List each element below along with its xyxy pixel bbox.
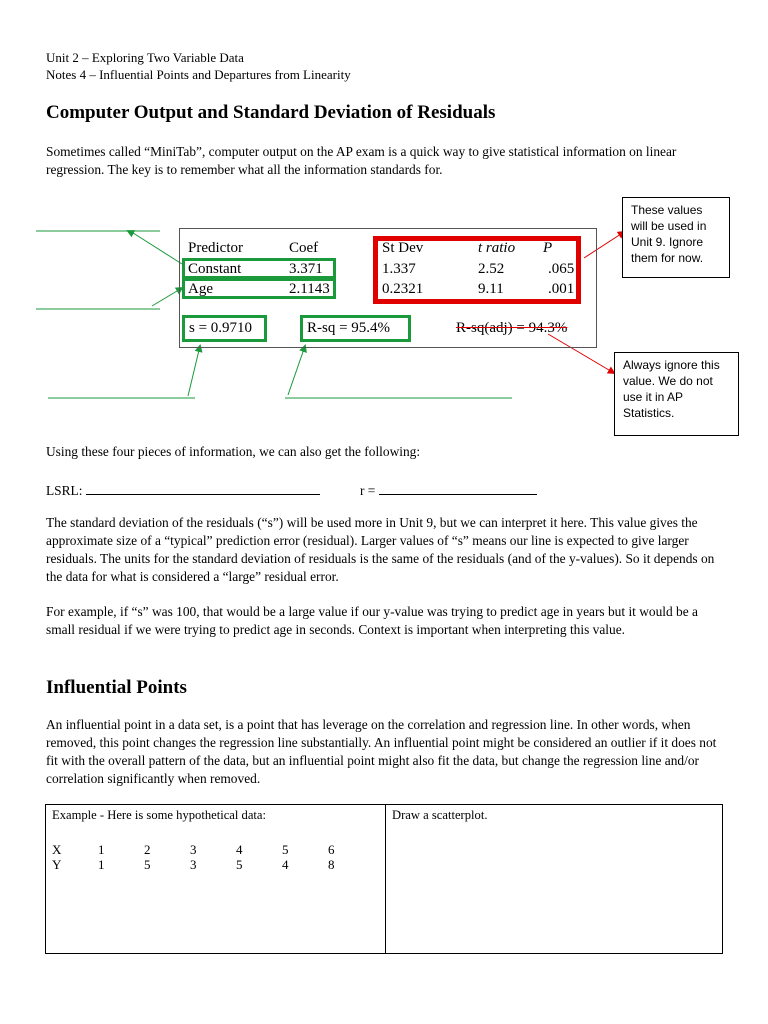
x-value: 1 xyxy=(98,842,105,857)
header-p: P xyxy=(543,240,553,256)
notes-header: Notes 4 – Influential Points and Departures from Linearity xyxy=(46,67,351,82)
x-value: 6 xyxy=(328,842,335,857)
y-row xyxy=(52,857,379,872)
y-value: 1 xyxy=(98,857,105,872)
header-tratio: t ratio xyxy=(478,240,516,256)
using-sentence: Using these four pieces of information, we can also get the following: xyxy=(46,444,421,459)
example-table xyxy=(45,804,723,954)
section-title-influential-points: Influential Points xyxy=(46,677,187,698)
row-constant-p: .065 xyxy=(548,261,575,277)
example-data-cell xyxy=(46,805,386,954)
row-age-stdev: 0.2321 xyxy=(382,281,424,297)
row-age-p: .001 xyxy=(548,281,575,297)
row-age-coef: 2.1143 xyxy=(289,281,330,297)
highlight-constant-row xyxy=(182,258,336,279)
residuals-paragraph: The standard deviation of the residuals (“s”) will be used more in Unit 9, but we can interpret it here. This value gives the approximate size of a “typical” prediction error (residual). Larger values of “s” means our line is expected to give larger residuals. The units for the standard deviation of residuals is the same of the residuals (and of the y-values). So it depends on the data for what is considered a “large” residual error. xyxy=(46,515,715,584)
header-predictor: Predictor xyxy=(188,240,243,256)
y-value: 4 xyxy=(282,857,289,872)
rsq-value: R-sq = 95.4% xyxy=(307,320,391,336)
lsrl-line xyxy=(46,480,320,499)
x-value: 5 xyxy=(282,842,289,857)
x-value: 2 xyxy=(144,842,151,857)
y-value: 5 xyxy=(144,857,151,872)
x-value: 3 xyxy=(190,842,197,857)
s-value: s = 0.9710 xyxy=(189,320,253,336)
row-constant-stdev: 1.337 xyxy=(382,261,416,277)
example-title: Example - Here is some hypothetical data: xyxy=(52,808,267,822)
row-constant-tratio: 2.52 xyxy=(478,261,505,277)
header-coef: Coef xyxy=(289,240,319,256)
x-value: 4 xyxy=(236,842,243,857)
r-line xyxy=(360,480,537,499)
unit-header: Unit 2 – Exploring Two Variable Data xyxy=(46,50,244,65)
r-label: r = xyxy=(360,483,376,498)
x-label: X xyxy=(52,842,62,857)
highlight-age-row xyxy=(182,278,336,299)
section-title-computer-output: Computer Output and Standard Deviation of Residuals xyxy=(46,102,496,123)
scatterplot-cell[interactable] xyxy=(386,805,723,954)
scatterplot-prompt: Draw a scatterplot. xyxy=(392,808,488,822)
lsrl-label: LSRL: xyxy=(46,483,83,498)
row-constant-coef: 3.371 xyxy=(289,261,323,277)
y-label: Y xyxy=(52,857,62,872)
row-age-predictor: Age xyxy=(188,281,213,297)
row-age-tratio: 9.11 xyxy=(478,281,504,297)
highlight-stdev-columns xyxy=(373,236,581,304)
example-paragraph: For example, if “s” was 100, that would be a large value if our y-value was trying to predict age in years but it would be a small residual if we were trying to predict age in seconds. Context is important when interpreting this value. xyxy=(46,604,698,637)
y-value: 5 xyxy=(236,857,243,872)
r-blank[interactable] xyxy=(379,480,537,495)
intro-paragraph: Sometimes called “MiniTab”, computer output on the AP exam is a quick way to give statistical information on linear regression. The key is to remember what all the information standards for. xyxy=(46,144,677,177)
influential-paragraph: An influential point in a data set, is a point that has leverage on the correlation and regression line. In other words, when removed, this point changes the regression line substantially. An influential point might be considered an outlier if it does not fit with the overall pattern of the data, but an influential point might also fit the data, but change the regression line and/or correlation significantly when removed. xyxy=(46,717,717,786)
y-value: 8 xyxy=(328,857,335,872)
callout-ignore-rsq-adj: Always ignore this value. We do not use it in AP Statistics. xyxy=(614,352,739,436)
header-stdev: St Dev xyxy=(382,240,424,256)
rsq-adj-value: R-sq(adj) = 94.3% xyxy=(456,320,568,336)
y-value: 3 xyxy=(190,857,197,872)
x-row xyxy=(52,842,379,857)
callout-unit9: These values will be used in Unit 9. Ignore them for now. xyxy=(622,197,730,278)
row-constant-predictor: Constant xyxy=(188,261,242,277)
lsrl-blank[interactable] xyxy=(86,480,320,495)
